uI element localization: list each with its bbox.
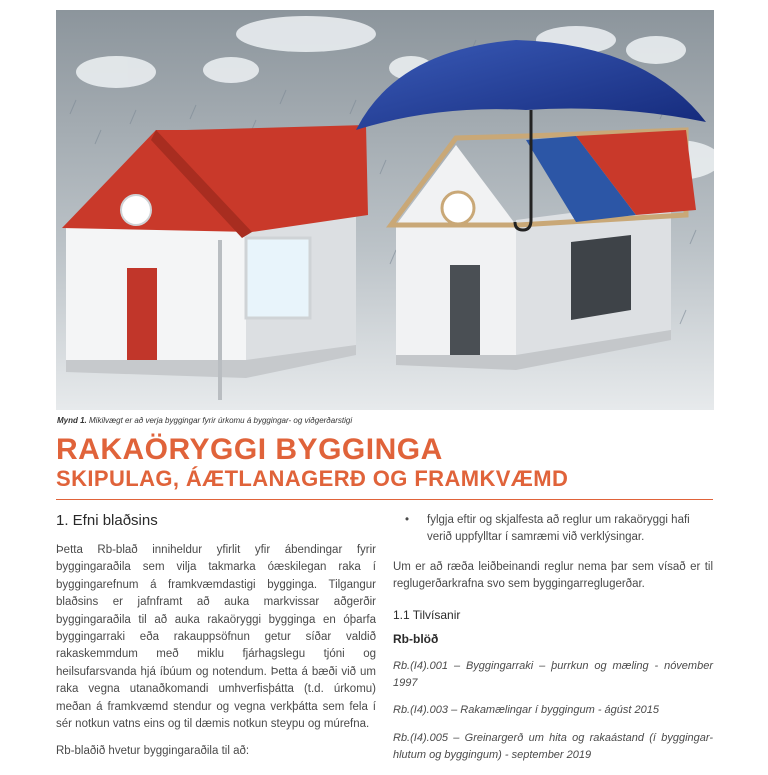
page-subtitle: SKIPULAG, ÁÆTLANAGERÐ OG FRAMKVÆMD [56, 466, 569, 491]
title-divider [56, 499, 713, 500]
right-column [393, 512, 713, 775]
section-heading: 1. Efni blaðsins [56, 512, 158, 529]
guidance-paragraph: Um er að ræða leiðbeinandi reglur nema þar sem vísað er til reglugerðarkrafna svo sem byggingarreglugerðar. [393, 560, 713, 591]
intro-paragraph: Þetta Rb-blað inniheldur yfirlit yfir ábendingar fyrir byggingaraðila sem vilja takmarka óæskilegan raka í byggingarefnum á framkvæmdastigi bygginga. Tilgangur blaðsins er jafnframt að auka markvissar aðgerðir byggingaraðila til að auka rakaöryggi bygginga en óþarfa byggingarraki eða rakauppsöfnun getur síðar valdið rakaskemmdum með miklu fjárhagslegu tjóni og heilsufarsvanda hjá íbúum og notendum. Þetta á bæði við um raka vegna utanaðkomandi umhverfisþátta (t.d. úrkomu) meðan á framkvæmd stendur og vegna verkþátta sem fela í sér notkun vatns eins og til dæmis notkun steypu og múrefna. [56, 544, 376, 731]
bullet-text: fylgja eftir og skjalfesta að reglur um rakaöryggi hafi verið uppfylltar í samræmi við verklýsingar. [427, 514, 690, 544]
figure-caption [57, 416, 352, 425]
right-house [391, 130, 696, 370]
caption-text: Mikilvægt er að verja byggingar fyrir úrkomu á byggingar- og viðgerðarstigi [89, 416, 353, 425]
houses-in-rain-illustration [56, 10, 714, 410]
references-heading: Rb-blöð [393, 631, 439, 646]
caption-label: Mynd 1. [57, 416, 87, 425]
reference-item: Rb.(I4).001 – Byggingarraki – þurrkun og mæling - nóvember 1997 [393, 659, 713, 690]
bullet-icon: • [405, 514, 410, 526]
reference-item: Rb.(I4).003 – Rakamælingar í byggingum - ágúst 2015 [393, 704, 659, 717]
page-title: RAKAÖRYGGI BYGGINGA [56, 433, 443, 466]
left-column [56, 512, 376, 771]
reference-item: Rb.(I4).005 – Greinargerð um hita og rakaástand (í byggingar-hlutum og byggingum) - september 2019 [393, 731, 713, 762]
bullet-item [393, 512, 713, 547]
subsection-heading: 1.1 Tilvísanir [393, 607, 461, 622]
lead-in-paragraph: Rb-blaðið hvetur byggingaraðila til að: [56, 745, 250, 758]
